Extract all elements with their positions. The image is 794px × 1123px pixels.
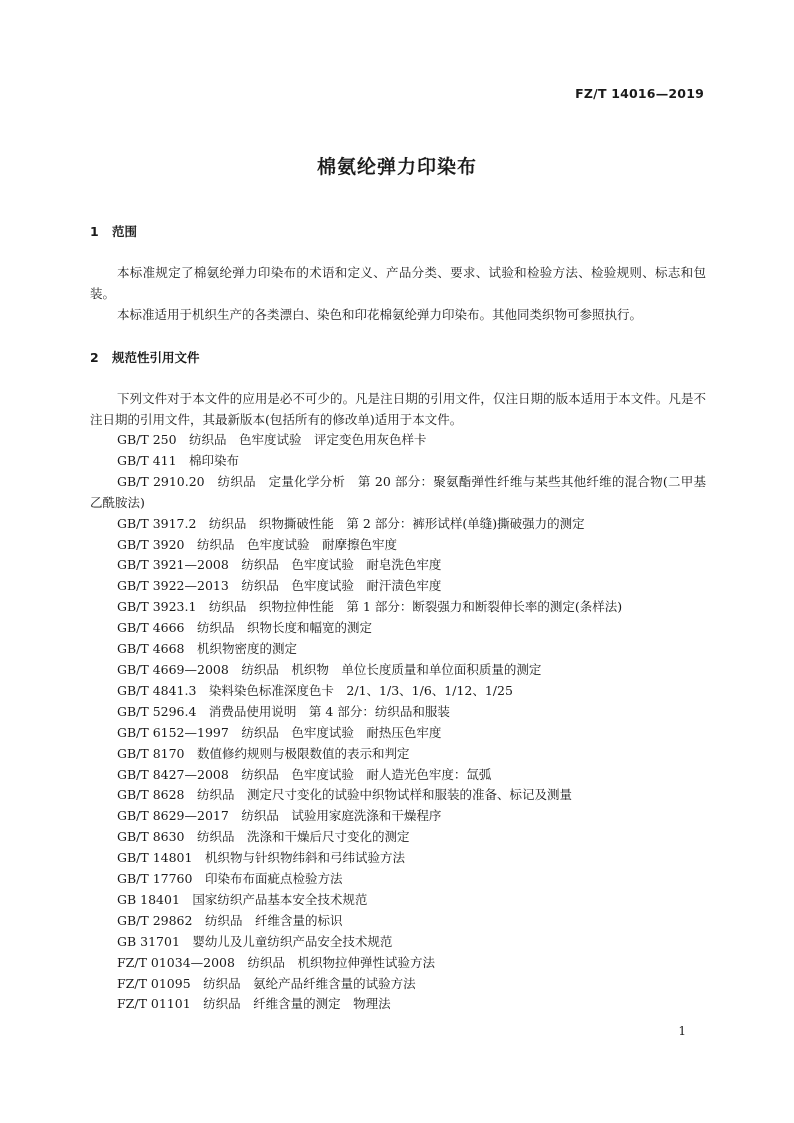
reference-item: GB/T 4666 纺织品 织物长度和幅宽的测定: [117, 620, 373, 636]
reference-item: GB/T 8427—2008 纺织品 色牢度试验 耐人造光色牢度：氙弧: [117, 766, 492, 782]
reference-item: FZ/T 01034—2008 纺织品 机织物拉伸弹性试验方法: [117, 954, 435, 970]
reference-item: GB/T 8629—2017 纺织品 试验用家庭洗涤和干燥程序: [117, 808, 442, 824]
section-2-heading: [90, 348, 200, 366]
reference-item: GB/T 8628 纺织品 测定尺寸变化的试验中织物试样和服装的准备、标记及测量: [117, 787, 573, 803]
reference-item: GB/T 14801 机织物与针织物纬斜和弓纬试验方法: [117, 850, 405, 866]
reference-item: GB/T 3920 纺织品 色牢度试验 耐摩擦色牢度: [117, 536, 398, 552]
page-number: 1: [678, 1024, 686, 1038]
reference-item: GB/T 3921—2008 纺织品 色牢度试验 耐皂洗色牢度: [117, 557, 442, 573]
reference-item: GB/T 4668 机织物密度的测定: [117, 641, 298, 657]
reference-item: GB/T 5296.4 消费品使用说明 第 4 部分：纺织品和服装: [117, 703, 450, 719]
reference-item: GB/T 8630 纺织品 洗涤和干燥后尺寸变化的测定: [117, 829, 410, 845]
section-1-heading: [90, 222, 137, 240]
scope-paragraph-1: 本标准规定了棉氨纶弹力印染布的术语和定义、产品分类、要求、试验和检验方法、检验规则、标志和包装。: [90, 265, 706, 301]
reference-item: GB/T 6152—1997 纺织品 色牢度试验 耐热压色牢度: [117, 724, 442, 740]
reference-item: GB 31701 婴幼儿及儿童纺织产品安全技术规范: [117, 933, 393, 949]
reference-list: [90, 430, 706, 1015]
section-2-number: 2: [90, 350, 99, 365]
section-1-title: 范围: [112, 224, 138, 239]
section-2-title: 规范性引用文件: [112, 350, 200, 365]
reference-item: GB/T 3922—2013 纺织品 色牢度试验 耐汗渍色牢度: [117, 578, 442, 594]
standard-code: FZ/T 14016—2019: [575, 86, 704, 101]
reference-item: GB/T 411 棉印染布: [117, 452, 240, 468]
reference-item: GB/T 17760 印染布布面疵点检验方法: [117, 871, 343, 887]
reference-item: GB/T 3923.1 纺织品 织物拉伸性能 第 1 部分：断裂强力和断裂伸长率的测定(条样法): [117, 599, 623, 615]
reference-item: FZ/T 01101 纺织品 纤维含量的测定 物理法: [117, 996, 391, 1012]
scope-paragraph-2: 本标准适用于机织生产的各类漂白、染色和印花棉氨纶弹力印染布。其他同类织物可参照执行。: [117, 307, 643, 322]
reference-item: GB/T 250 纺织品 色牢度试验 评定变色用灰色样卡: [117, 432, 427, 447]
reference-item: GB/T 4841.3 染料染色标准深度色卡 2/1、1/3、1/6、1/12、1/25: [117, 682, 513, 698]
reference-item: GB/T 8170 数值修约规则与极限数值的表示和判定: [117, 745, 410, 761]
reference-item: GB/T 3917.2 纺织品 织物撕破性能 第 2 部分：裤形试样(单缝)撕破强力的测定: [117, 515, 585, 531]
references-intro: 下列文件对于本文件的应用是必不可少的。凡是注日期的引用文件，仅注日期的版本适用于本文件。凡是不注日期的引用文件，其最新版本(包括所有的修改单)适用于本文件。: [90, 391, 706, 427]
reference-item: FZ/T 01095 纺织品 氨纶产品纤维含量的试验方法: [117, 975, 416, 991]
reference-item: GB 18401 国家纺织产品基本安全技术规范: [117, 891, 368, 907]
reference-item: GB/T 29862 纺织品 纤维含量的标识: [117, 912, 343, 928]
reference-item: GB/T 4669—2008 纺织品 机织物 单位长度质量和单位面积质量的测定: [117, 661, 542, 677]
section-1-number: 1: [90, 224, 99, 239]
document-title: 棉氨纶弹力印染布: [316, 156, 477, 178]
reference-item: GB/T 2910.20 纺织品 定量化学分析 第 20 部分：聚氨酯弹性纤维与某些其他纤维的混合物(二甲基乙酰胺法): [90, 473, 706, 510]
